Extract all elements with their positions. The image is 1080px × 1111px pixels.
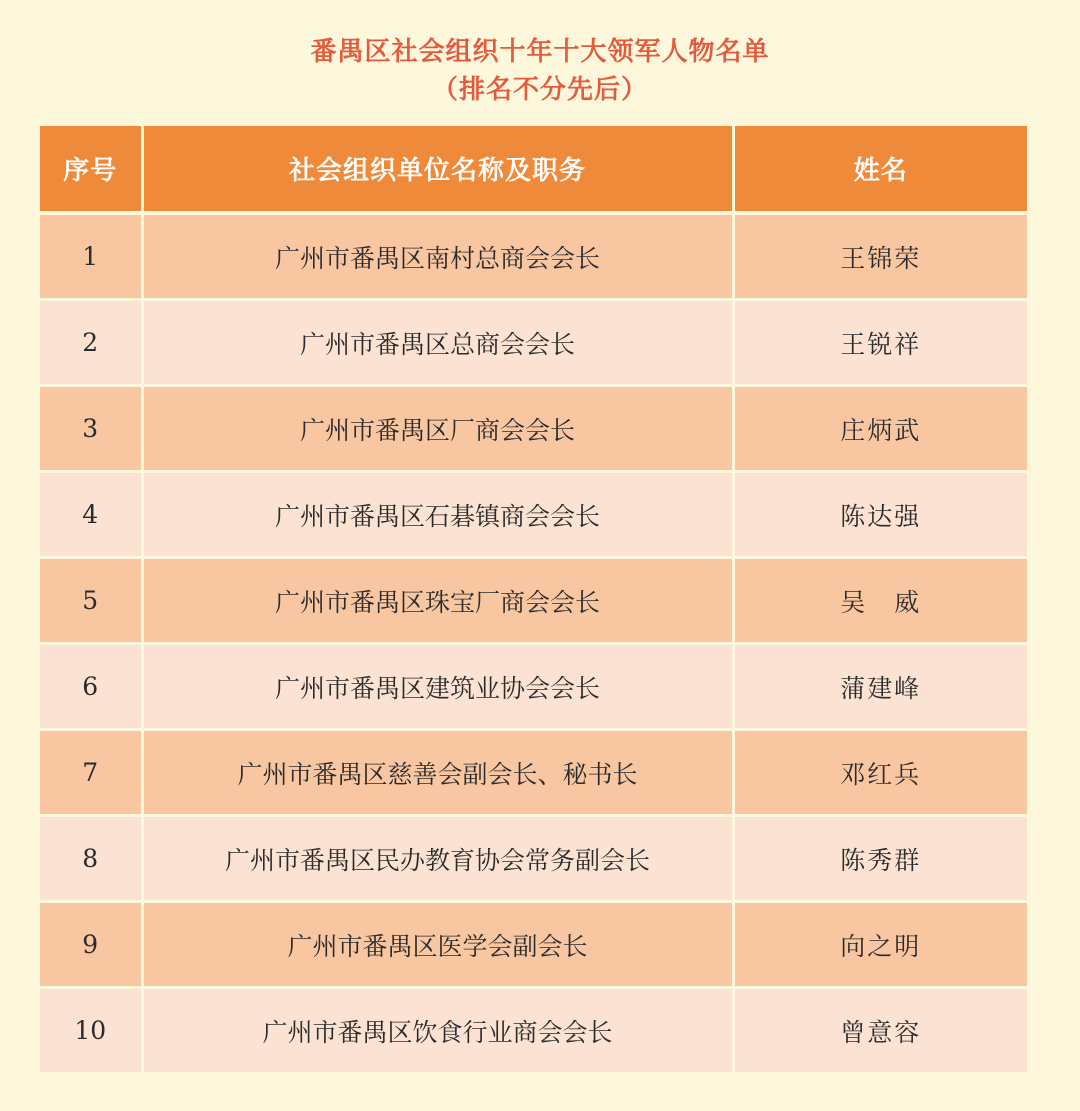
row-name: 王锐祥 xyxy=(733,300,1027,386)
row-index: 7 xyxy=(40,730,142,816)
row-org: 广州市番禺区石碁镇商会会长 xyxy=(142,472,733,558)
row-index: 10 xyxy=(40,988,142,1074)
row-org: 广州市番禺区饮食行业商会会长 xyxy=(142,988,733,1074)
row-org: 广州市番禺区慈善会副会长、秘书长 xyxy=(142,730,733,816)
row-name: 王锦荣 xyxy=(733,213,1027,300)
row-name: 蒲建峰 xyxy=(733,644,1027,730)
row-index: 1 xyxy=(40,213,142,300)
page-title: 番禺区社会组织十年十大领军人物名单 xyxy=(310,37,770,67)
title-block xyxy=(0,32,1080,108)
column-header-org: 社会组织单位名称及职务 xyxy=(142,126,733,213)
row-org: 广州市番禺区总商会会长 xyxy=(142,300,733,386)
row-index: 3 xyxy=(40,386,142,472)
row-org: 广州市番禺区建筑业协会会长 xyxy=(142,644,733,730)
row-org: 广州市番禺区民办教育协会常务副会长 xyxy=(142,816,733,902)
table-row xyxy=(40,558,1027,644)
row-org: 广州市番禺区南村总商会会长 xyxy=(142,213,733,300)
table-row xyxy=(40,300,1027,386)
table-row xyxy=(40,816,1027,902)
row-index: 8 xyxy=(40,816,142,902)
row-org: 广州市番禺区厂商会会长 xyxy=(142,386,733,472)
roster-table xyxy=(40,126,1027,1075)
row-org: 广州市番禺区医学会副会长 xyxy=(142,902,733,988)
row-name: 向之明 xyxy=(733,902,1027,988)
row-name: 庄炳武 xyxy=(733,386,1027,472)
table-row xyxy=(40,386,1027,472)
column-header-name: 姓名 xyxy=(733,126,1027,213)
row-index: 6 xyxy=(40,644,142,730)
column-header-index: 序号 xyxy=(40,126,142,213)
row-name: 吴 威 xyxy=(733,558,1027,644)
table-header-row xyxy=(40,126,1027,213)
row-name: 陈秀群 xyxy=(733,816,1027,902)
table-row xyxy=(40,730,1027,816)
page-subtitle: （排名不分先后） xyxy=(431,75,648,105)
table-row xyxy=(40,644,1027,730)
row-index: 9 xyxy=(40,902,142,988)
table-row xyxy=(40,902,1027,988)
table-row xyxy=(40,213,1027,300)
row-index: 4 xyxy=(40,472,142,558)
row-index: 5 xyxy=(40,558,142,644)
table-row xyxy=(40,988,1027,1074)
row-name: 曾意容 xyxy=(733,988,1027,1074)
row-org: 广州市番禺区珠宝厂商会会长 xyxy=(142,558,733,644)
row-name: 陈达强 xyxy=(733,472,1027,558)
table-row xyxy=(40,472,1027,558)
row-name: 邓红兵 xyxy=(733,730,1027,816)
row-index: 2 xyxy=(40,300,142,386)
